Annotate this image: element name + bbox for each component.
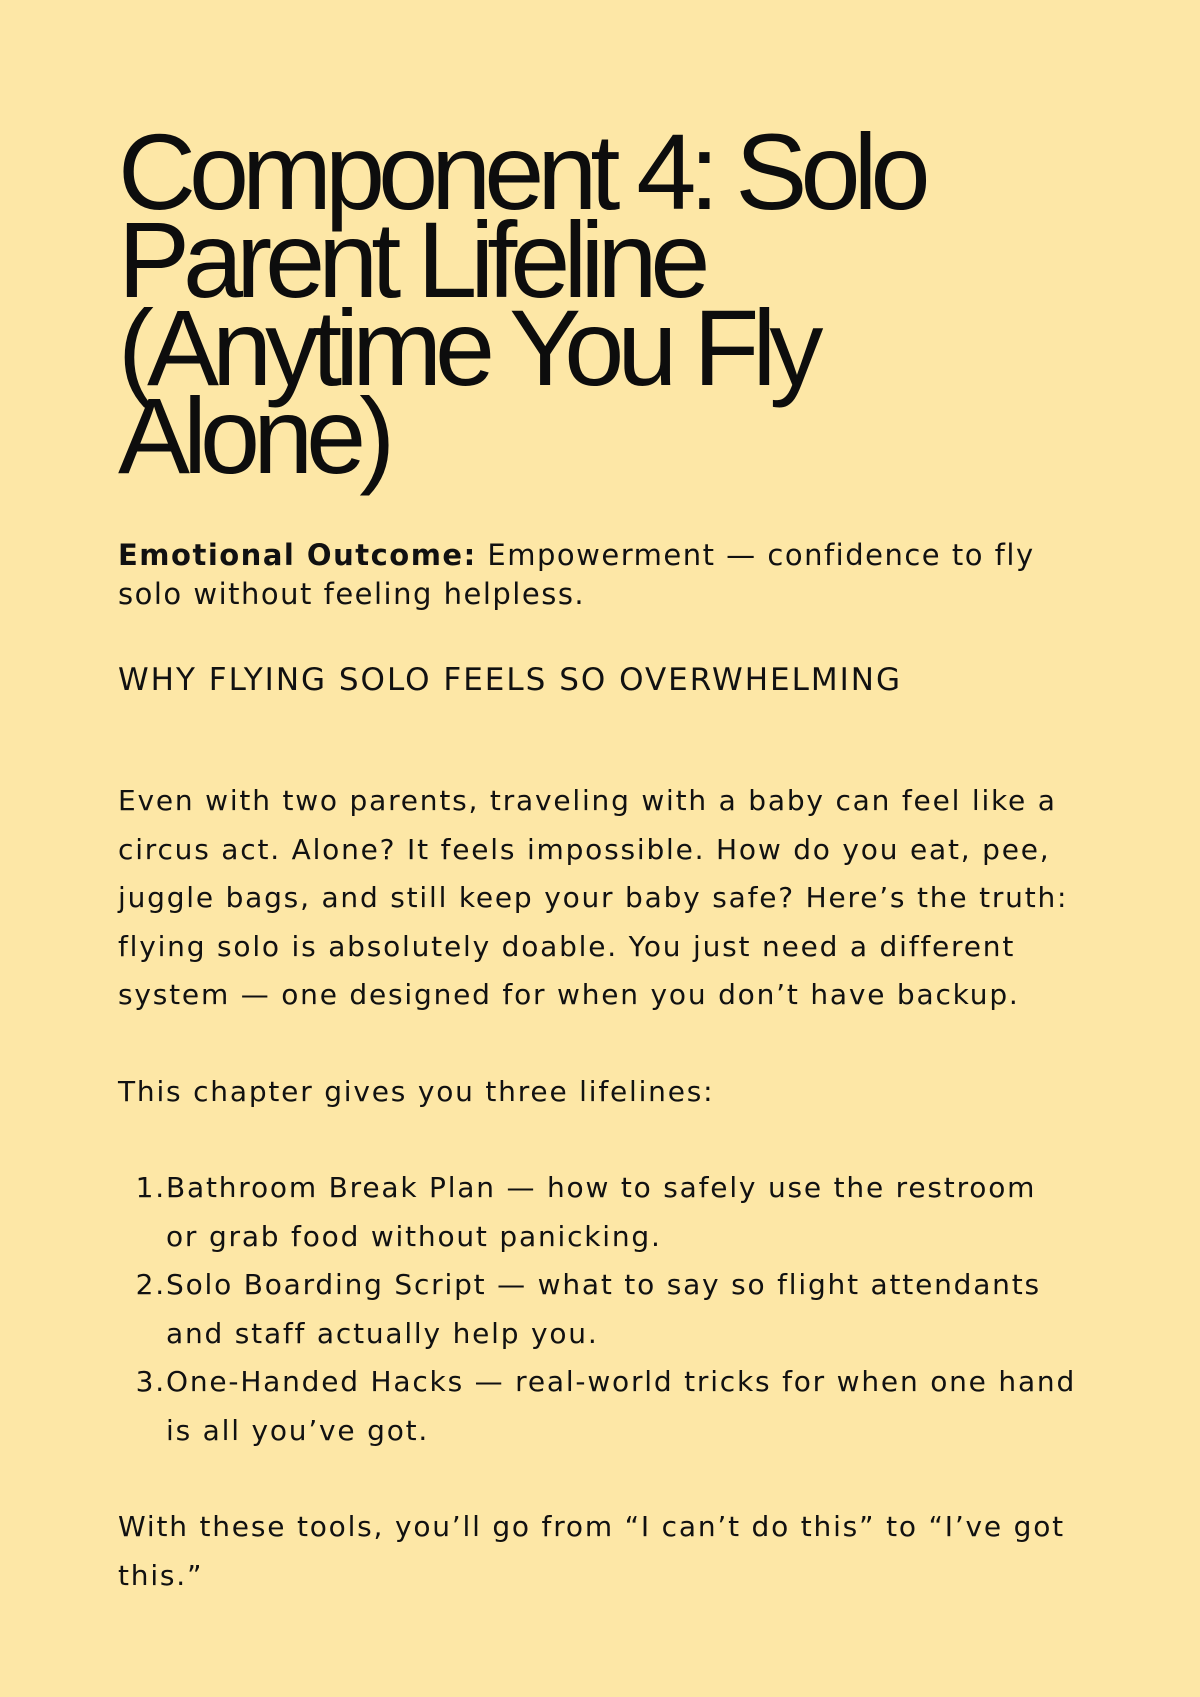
- intro-paragraph: Even with two parents, traveling with a baby can feel like a circus act. Alone? It feels impossible. How do you eat, pee, juggle bags, and still keep your baby safe? Here’s the truth: flying solo is absolutely doable. You just need a different system — one designed for when you don’t have backup.: [118, 784, 1069, 1011]
- closing-paragraph: With these tools, you’ll go from “I can’t do this” to “I’ve got this.”: [118, 1510, 1065, 1592]
- list-item: [118, 1358, 1078, 1455]
- list-item-text: One-Handed Hacks — real-world tricks for when one hand is all you’ve got.: [166, 1365, 1077, 1447]
- list-item-text: Bathroom Break Plan — how to safely use the restroom or grab food without panicking.: [166, 1171, 1037, 1253]
- list-item-number: 2.: [135, 1268, 166, 1301]
- list-item-number: 1.: [135, 1171, 166, 1204]
- lifelines-list: [118, 1164, 1078, 1455]
- emotional-outcome: [118, 536, 1078, 614]
- list-item: [118, 1164, 1078, 1261]
- lifelines-intro: This chapter gives you three lifelines:: [118, 1074, 715, 1108]
- emotional-outcome-text: Empowerment — confidence to fly solo without feeling helpless.: [118, 538, 1035, 611]
- list-item: [118, 1261, 1078, 1358]
- page-title: Component 4: Solo Parent Lifeline (Anytime You Fly Alone): [118, 111, 924, 496]
- emotional-outcome-label: Emotional Outcome:: [118, 538, 477, 572]
- list-item-number: 3.: [135, 1365, 166, 1398]
- document-page: [118, 111, 1078, 1600]
- section-heading: WHY FLYING SOLO FEELS SO OVERWHELMING: [118, 662, 902, 698]
- list-item-text: Solo Boarding Script — what to say so flight attendants and staff actually help you.: [166, 1268, 1041, 1350]
